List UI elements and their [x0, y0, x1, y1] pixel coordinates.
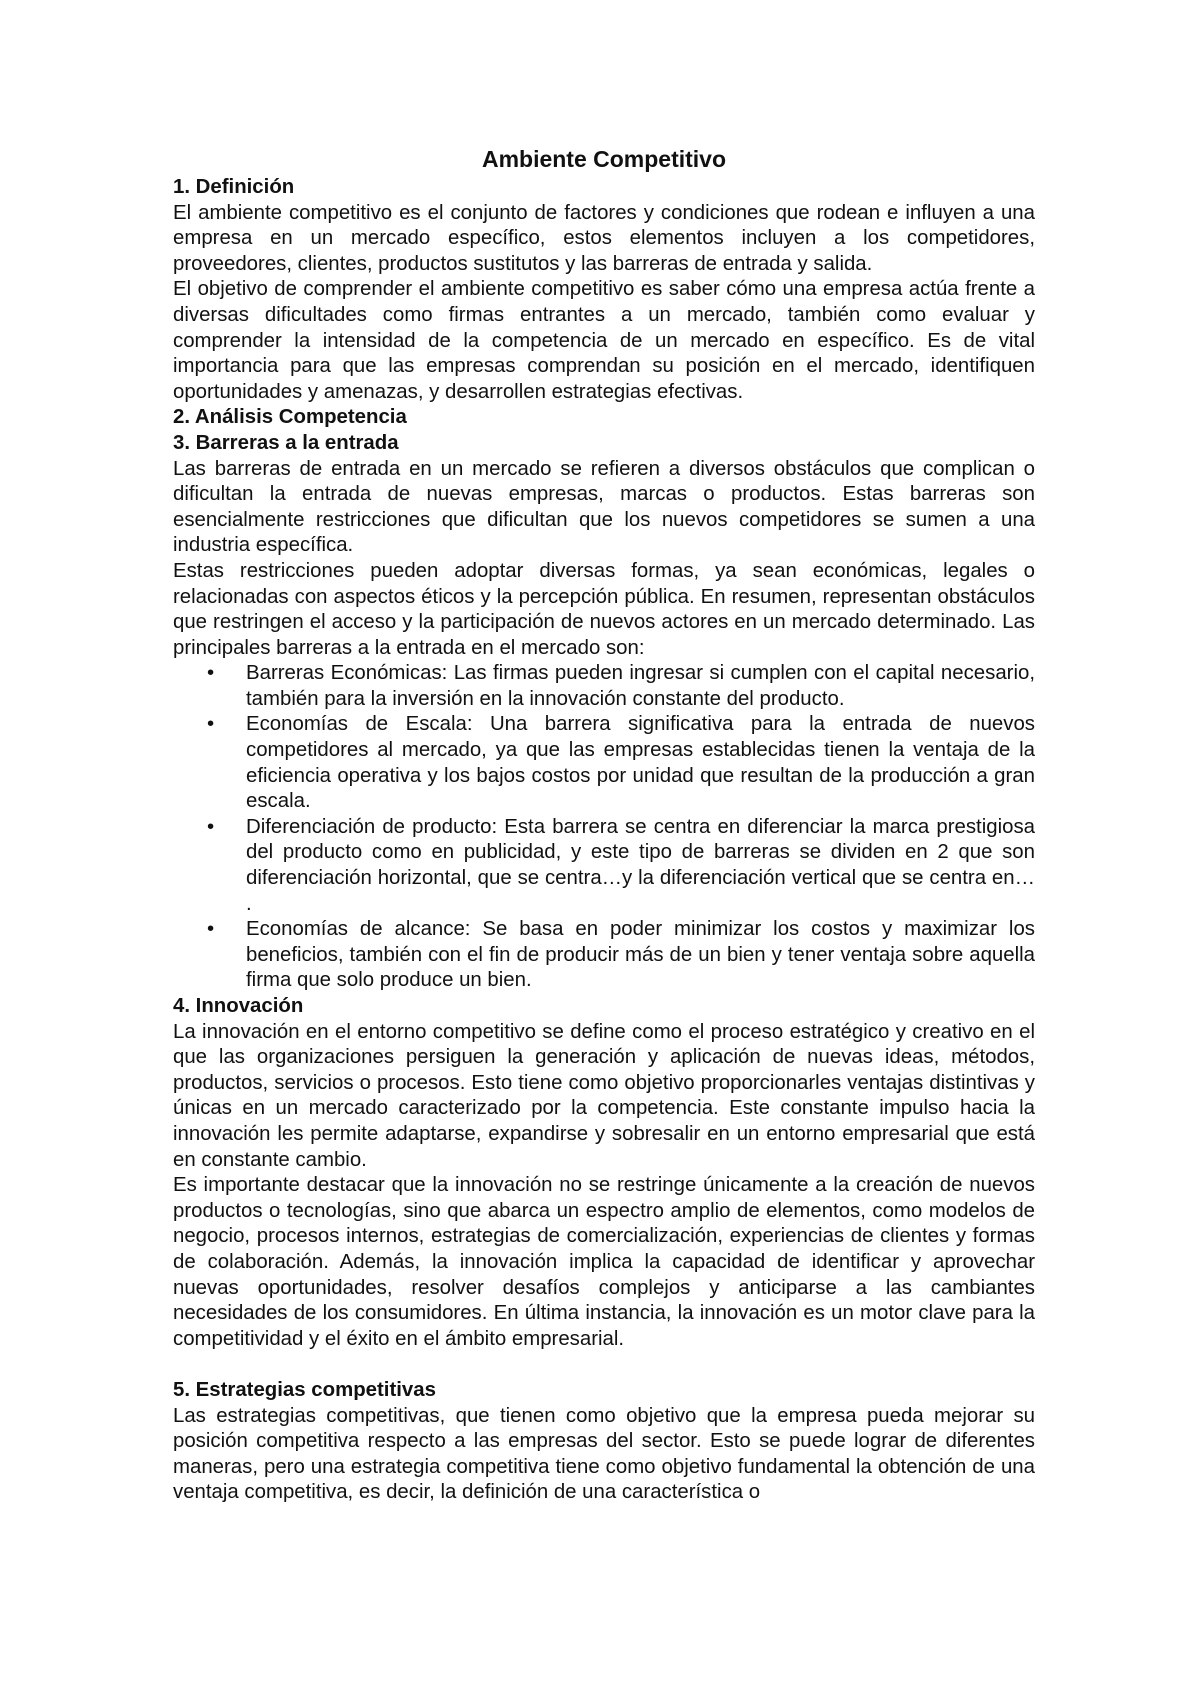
list-item — [173, 917, 1035, 994]
document-title: Ambiente Competitivo — [481, 146, 727, 172]
list-item — [173, 661, 1035, 712]
bullet-list — [173, 661, 1035, 994]
paragraph: Las estrategias competitivas, que tienen como objetivo que la empresa pueda mejorar su posición competitiva respecto a las empresas del sector. Esto se puede lograr de diferentes maneras, pero una estrategia competitiva tiene como objetivo fundamental la obtención de una ventaja competitiva, es decir, la definición de una característica o — [173, 1404, 1035, 1504]
paragraph: Las barreras de entrada en un mercado se refieren a diversos obstáculos que complican o dificultan la entrada de nuevas empresas, marcas o productos. Estas barreras son esencialmente restricciones que dificultan que los nuevos competidores se sumen a una industria específica. — [173, 457, 1035, 557]
bullet-icon: • — [207, 662, 215, 685]
bullet-icon: • — [207, 815, 215, 838]
list-item-text: Economías de Escala: Una barrera significativa para la entrada de nuevos competidores al mercado, ya que las empresas establecidas tienen la ventaja de la eficiencia operativa y los bajos costos por unidad que resultan de la producción a gran escala. — [246, 713, 1035, 813]
section-heading-estrategias: 5. Estrategias competitivas — [173, 1378, 436, 1401]
paragraph: El ambiente competitivo es el conjunto de factores y condiciones que rodean e influyen a una empresa en un mercado específico, estos elementos incluyen a los competidores, proveedores, clientes, productos sustitutos y las barreras de entrada y salida. — [173, 201, 1035, 275]
paragraph: Es importante destacar que la innovación no se restringe únicamente a la creación de nuevos productos o tecnologías, sino que abarca un espectro amplio de elementos, como modelos de negocio, procesos internos, estrategias de comercialización, experiencias de clientes y formas de colaboración. Además, la innovación implica la capacidad de identificar y aprovechar nuevas oportunidades, resolver desafíos complejos y anticiparse a las cambiantes necesidades de los consumidores. En última instancia, la innovación es un motor clave para la competitividad y el éxito en el ámbito empresarial. — [173, 1174, 1035, 1350]
section-heading-analisis: 2. Análisis Competencia — [173, 406, 407, 429]
document-body — [173, 143, 1035, 1506]
section-heading-barreras: 3. Barreras a la entrada — [173, 431, 399, 454]
list-item — [173, 815, 1035, 917]
section-heading-innovacion: 4. Innovación — [173, 995, 304, 1017]
list-item-text: Diferenciación de producto: Esta barrera se centra en diferenciar la marca prestigiosa del producto como en publicidad, y este tipo de barreras se dividen en 2 que son diferenciación horizontal, que se centra…y la diferenciación vertical que se centra en… . — [246, 815, 1035, 915]
paragraph: La innovación en el entorno competitivo se define como el proceso estratégico y creativo en el que las organizaciones persiguen la generación y aplicación de nuevas ideas, métodos, productos, servicios o procesos. Esto tiene como objetivo proporcionarles ventajas distintivas y únicas en un mercado caracterizado por la competencia. Este constante impulso hacia la innovación les permite adaptarse, expandirse y sobresalir en un entorno empresarial que está en constante cambio. — [173, 1020, 1035, 1171]
paragraph: El objetivo de comprender el ambiente competitivo es saber cómo una empresa actúa frente a diversas dificultades como firmas entrantes a un mercado, también como evaluar y comprender la intensidad de la competencia de un mercado en específico. Es de vital importancia para que las empresas comprendan su posición en el mercado, identifiquen oportunidades y amenazas, y desarrollen estrategias efectivas. — [173, 278, 1035, 403]
list-item-text: Economías de alcance: Se basa en poder minimizar los costos y maximizar los beneficios, también con el fin de producir más de un bien y tener ventaja sobre aquella firma que solo produce un bien. — [246, 918, 1035, 992]
list-item-text: Barreras Económicas: Las firmas pueden ingresar si cumplen con el capital necesario, también para la inversión en la innovación constante del producto. — [246, 662, 1035, 710]
paragraph: Estas restricciones pueden adoptar diversas formas, ya sean económicas, legales o relacionadas con aspectos éticos y la percepción pública. En resumen, representan obstáculos que restringen el acceso y la participación de nuevos actores en un mercado determinado. Las principales barreras a la entrada en el mercado son: — [173, 559, 1035, 659]
bullet-icon: • — [207, 918, 215, 941]
list-item — [173, 712, 1035, 814]
bullet-icon: • — [207, 713, 215, 736]
paragraph-spacer — [173, 1352, 1035, 1378]
section-heading-definicion: 1. Definición — [173, 176, 295, 198]
